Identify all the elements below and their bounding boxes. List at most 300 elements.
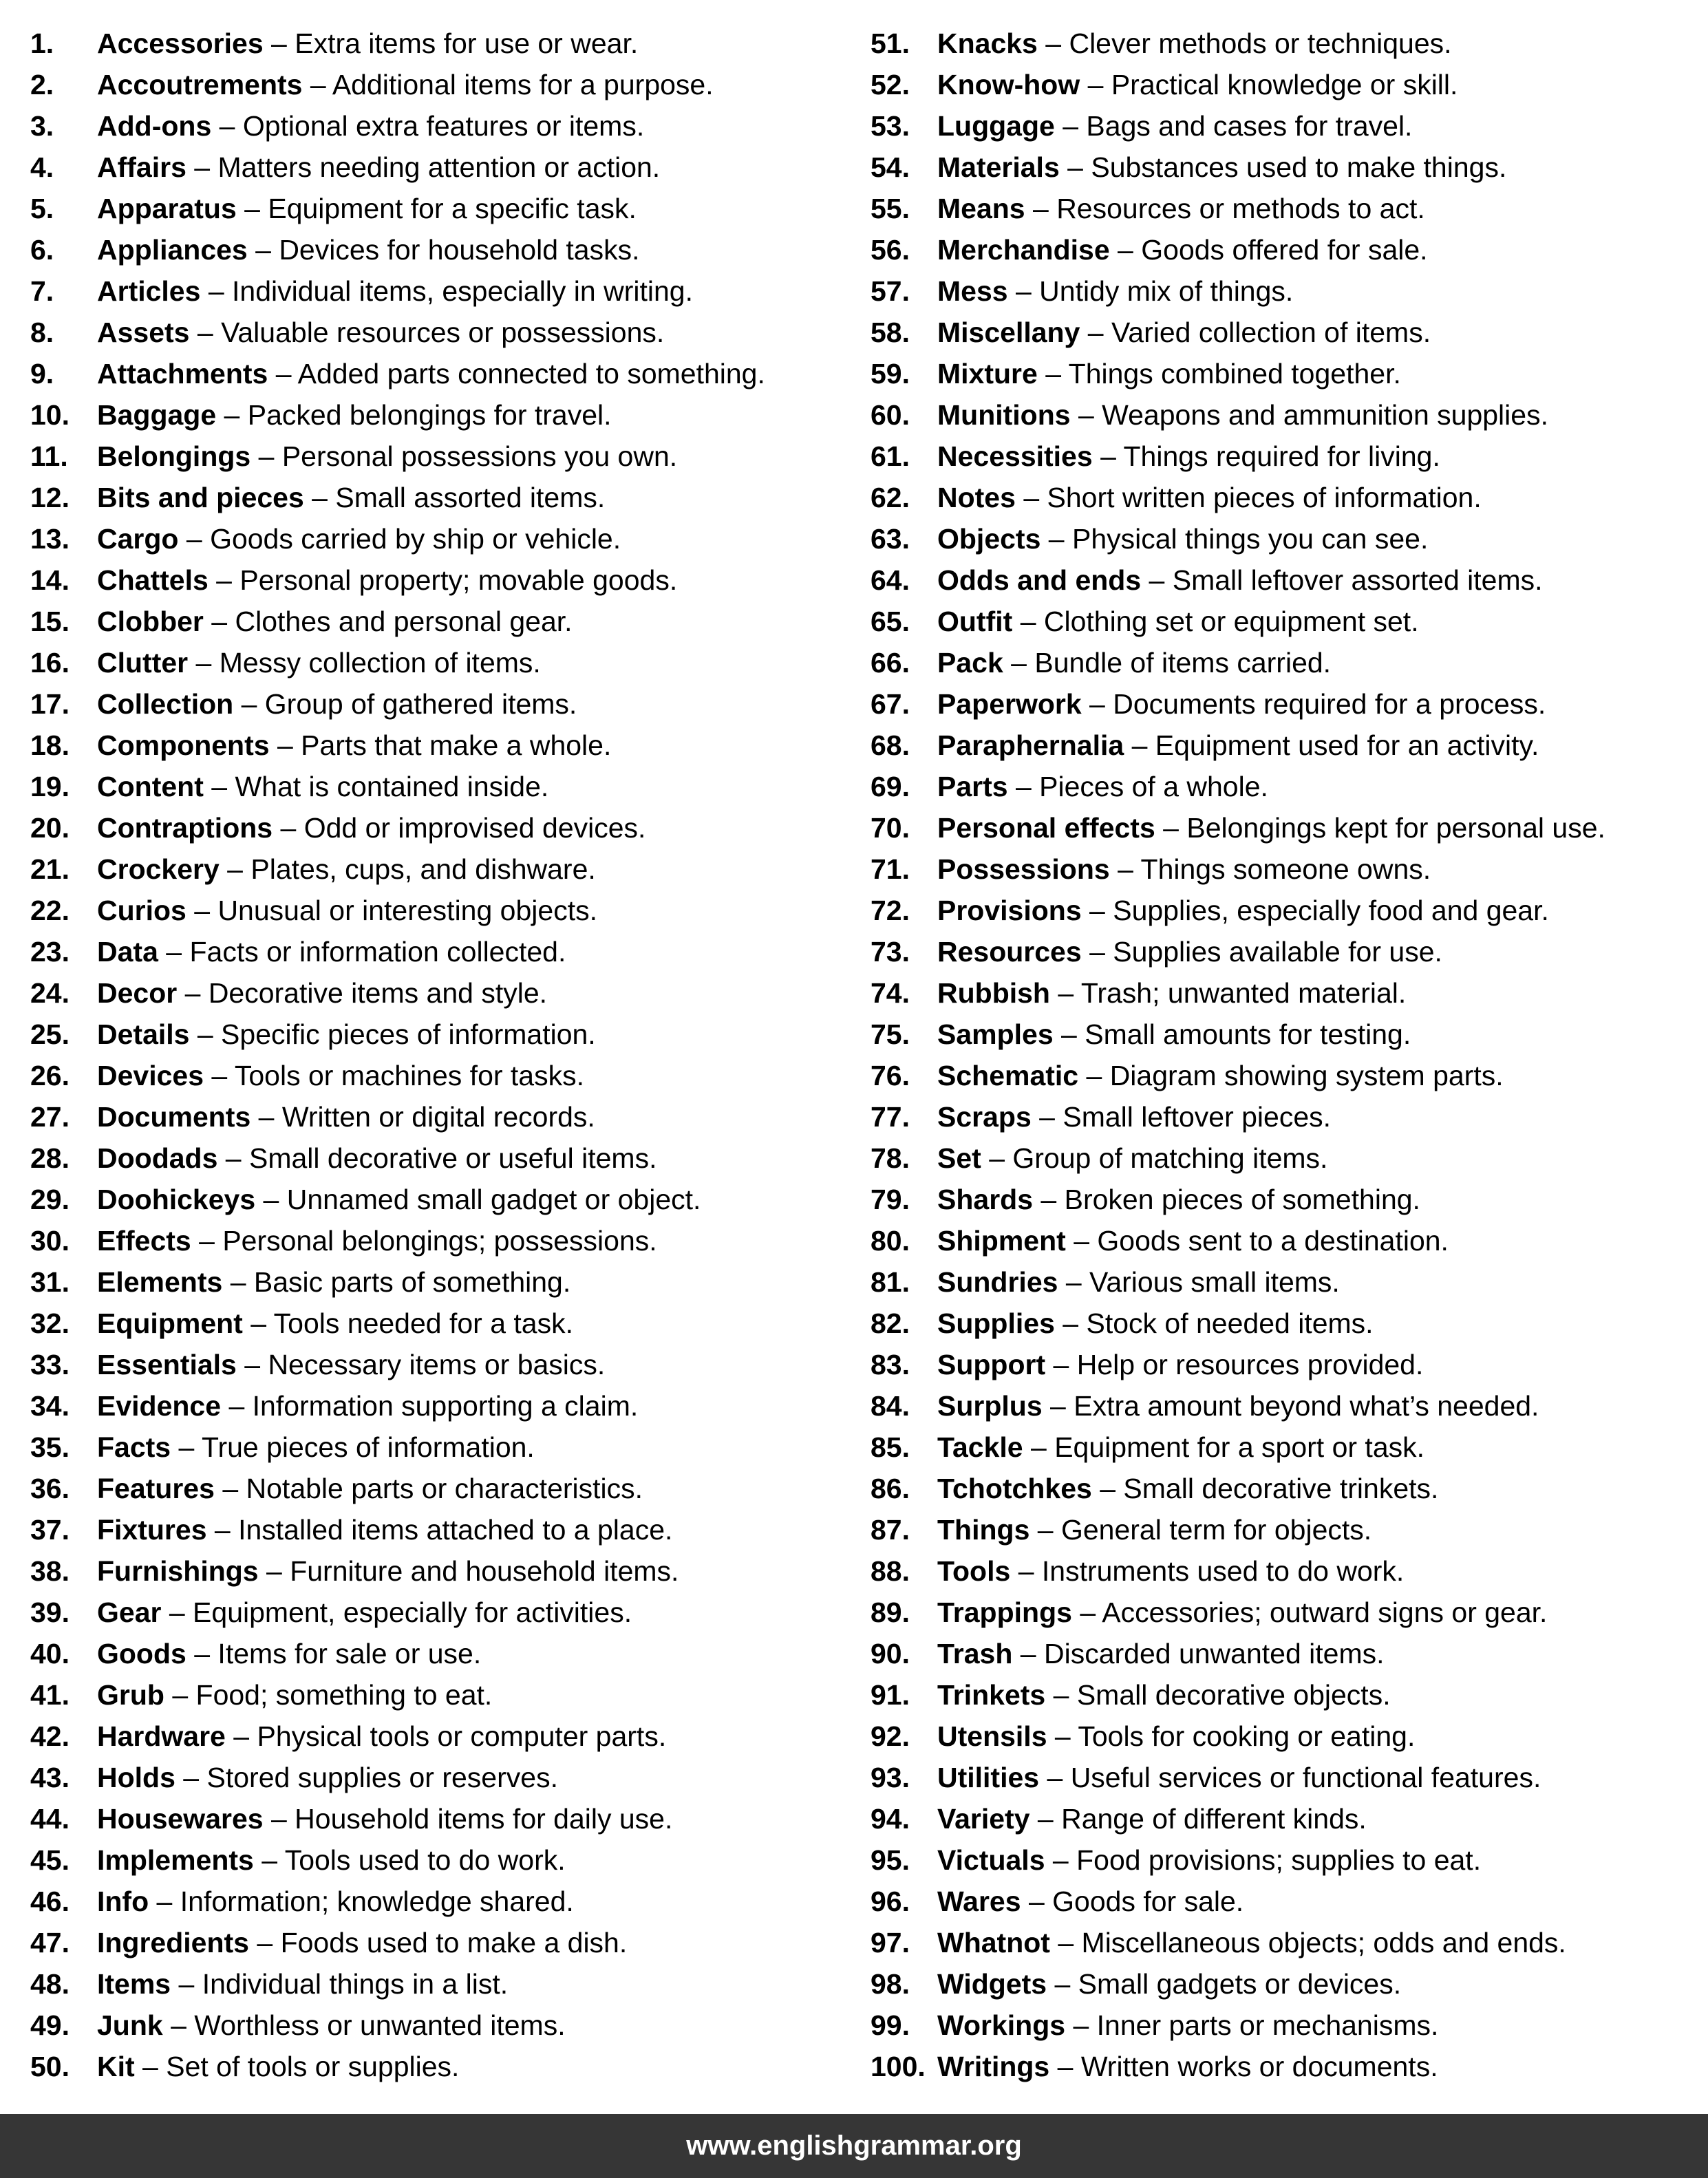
item-definition: Extra items for use or wear.: [295, 28, 639, 59]
item-number: 56.: [871, 234, 910, 266]
item-term: Features: [97, 1473, 215, 1504]
list-item: [30, 931, 842, 972]
item-number: 100.: [871, 2051, 926, 2082]
item-definition: Written works or documents.: [1080, 2051, 1438, 2082]
item-separator: –: [203, 771, 235, 802]
list-item: [871, 1344, 1696, 1385]
item-definition: Clothes and personal gear.: [235, 606, 573, 637]
item-separator: –: [214, 1473, 246, 1504]
item-text: [937, 1427, 1424, 1468]
item-term: Crockery: [97, 853, 220, 885]
item-text: [937, 1881, 1243, 1922]
item-definition: Small decorative objects.: [1076, 1679, 1391, 1711]
item-separator: –: [1031, 1101, 1063, 1133]
item-text: [937, 1220, 1449, 1261]
item-text: [97, 683, 577, 725]
item-number: 43.: [30, 1762, 70, 1793]
item-term: Provisions: [937, 895, 1082, 926]
list-item: [871, 725, 1696, 766]
list-item: [871, 188, 1696, 229]
item-text: [97, 1592, 632, 1633]
list-item: [871, 270, 1696, 312]
item-term: Whatnot: [937, 1927, 1050, 1958]
item-number: 58.: [871, 317, 910, 348]
list-item: [30, 1881, 842, 1922]
item-number: 62.: [871, 482, 910, 513]
item-text: [97, 1179, 701, 1220]
item-number: 71.: [871, 853, 910, 885]
item-definition: Stock of needed items.: [1086, 1307, 1374, 1339]
item-term: Miscellany: [937, 317, 1080, 348]
item-definition: Supplies, especially food and gear.: [1113, 895, 1549, 926]
item-term: Assets: [97, 317, 190, 348]
item-separator: –: [1012, 606, 1044, 637]
item-definition: Information; knowledge shared.: [180, 1886, 574, 1917]
item-number: 57.: [871, 275, 910, 307]
item-text: [937, 1757, 1541, 1798]
item-definition: Help or resources provided.: [1076, 1349, 1424, 1380]
item-text: [97, 1138, 656, 1179]
item-text: [937, 931, 1442, 972]
item-definition: Trash; unwanted material.: [1080, 977, 1407, 1009]
list-item: [871, 1427, 1696, 1468]
item-text: [97, 229, 639, 270]
item-term: Clutter: [97, 647, 189, 679]
item-number: 3.: [30, 110, 54, 142]
item-term: Attachments: [97, 358, 268, 389]
item-text: [97, 1716, 666, 1757]
item-separator: –: [177, 977, 209, 1009]
item-separator: –: [1047, 1968, 1078, 2000]
item-number: 65.: [871, 606, 910, 637]
list-item: [871, 2046, 1696, 2087]
item-term: Info: [97, 1886, 149, 1917]
item-number: 17.: [30, 688, 70, 720]
item-number: 50.: [30, 2051, 70, 2082]
item-term: Collection: [97, 688, 234, 720]
item-definition: Optional extra features or items.: [242, 110, 645, 142]
item-separator: –: [236, 1349, 268, 1380]
item-text: [97, 1468, 643, 1509]
list-item: [871, 477, 1696, 518]
item-text: [937, 1385, 1539, 1427]
list-item: [30, 1592, 842, 1633]
item-number: 5.: [30, 193, 54, 224]
item-separator: –: [1155, 812, 1187, 844]
list-item: [30, 1757, 842, 1798]
item-text: [97, 147, 660, 188]
item-term: Samples: [937, 1018, 1054, 1050]
item-definition: Devices for household tasks.: [279, 234, 640, 266]
item-number: 89.: [871, 1597, 910, 1628]
item-separator: –: [236, 193, 268, 224]
item-text: [97, 972, 547, 1014]
item-term: Widgets: [937, 1968, 1047, 2000]
item-number: 27.: [30, 1101, 70, 1133]
list-item: [30, 1138, 842, 1179]
list-item: [871, 766, 1696, 807]
item-text: [937, 890, 1549, 931]
item-text: [937, 601, 1419, 642]
item-number: 73.: [871, 936, 910, 968]
item-term: Components: [97, 729, 270, 761]
item-definition: Short written pieces of information.: [1047, 482, 1482, 513]
list-item: [30, 23, 842, 64]
item-separator: –: [1037, 28, 1069, 59]
item-definition: Goods sent to a destination.: [1097, 1225, 1449, 1257]
item-text: [937, 1179, 1420, 1220]
list-item: [871, 1550, 1696, 1592]
item-text: [97, 1385, 638, 1427]
item-separator: –: [162, 2009, 195, 2041]
item-text: [937, 394, 1548, 436]
item-text: [97, 1757, 558, 1798]
item-definition: Documents required for a process.: [1113, 688, 1546, 720]
item-text: [97, 601, 573, 642]
item-text: [97, 1509, 672, 1550]
item-text: [937, 105, 1412, 147]
item-term: Trappings: [937, 1597, 1072, 1628]
item-separator: –: [1045, 1349, 1077, 1380]
item-term: Variety: [937, 1803, 1030, 1835]
item-term: Content: [97, 771, 204, 802]
item-separator: –: [171, 1968, 202, 2000]
item-text: [97, 1963, 508, 2005]
list-item: [30, 1550, 842, 1592]
list-item: [871, 1839, 1696, 1881]
list-item: [871, 1261, 1696, 1303]
item-separator: –: [1029, 1514, 1061, 1546]
item-definition: Group of matching items.: [1012, 1142, 1328, 1174]
item-definition: Small assorted items.: [335, 482, 606, 513]
item-number: 61.: [871, 440, 910, 472]
word-list-left-column: [30, 23, 842, 2087]
item-text: [937, 477, 1482, 518]
item-separator: –: [216, 399, 248, 431]
item-number: 66.: [871, 647, 910, 679]
item-term: Resources: [937, 936, 1082, 968]
list-item: [30, 1344, 842, 1385]
item-term: Tackle: [937, 1431, 1023, 1463]
item-definition: Set of tools or supplies.: [166, 2051, 460, 2082]
item-number: 20.: [30, 812, 70, 844]
item-definition: Small amounts for testing.: [1085, 1018, 1411, 1050]
item-number: 90.: [871, 1638, 910, 1669]
item-term: Implements: [97, 1844, 254, 1876]
list-item: [30, 1963, 842, 2005]
item-separator: –: [1070, 399, 1102, 431]
list-item: [30, 1633, 842, 1674]
item-number: 6.: [30, 234, 54, 266]
list-item: [871, 1716, 1696, 1757]
item-text: [937, 807, 1605, 848]
item-term: Mixture: [937, 358, 1038, 389]
item-text: [937, 1550, 1404, 1592]
item-number: 78.: [871, 1142, 910, 1174]
item-separator: –: [1047, 1720, 1078, 1752]
item-definition: Inner parts or mechanisms.: [1096, 2009, 1439, 2041]
item-term: Means: [937, 193, 1025, 224]
item-separator: –: [1049, 1927, 1082, 1958]
item-number: 36.: [30, 1473, 70, 1504]
item-separator: –: [258, 1555, 290, 1587]
item-separator: –: [1124, 729, 1155, 761]
item-separator: –: [250, 440, 282, 472]
item-separator: –: [204, 1060, 235, 1091]
item-separator: –: [191, 1225, 223, 1257]
item-number: 23.: [30, 936, 70, 968]
item-separator: –: [164, 1679, 196, 1711]
item-separator: –: [1065, 2009, 1097, 2041]
item-separator: –: [253, 1844, 285, 1876]
item-number: 25.: [30, 1018, 70, 1050]
list-item: [871, 848, 1696, 890]
list-item: [30, 270, 842, 312]
list-item: [871, 890, 1696, 931]
item-number: 39.: [30, 1597, 70, 1628]
item-term: Documents: [97, 1101, 251, 1133]
item-separator: –: [206, 1514, 239, 1546]
item-term: Know-how: [937, 69, 1080, 100]
item-term: Things: [937, 1514, 1030, 1546]
item-number: 99.: [871, 2009, 910, 2041]
item-term: Rubbish: [937, 977, 1050, 1009]
item-separator: –: [1012, 1638, 1044, 1669]
item-number: 10.: [30, 399, 70, 431]
item-number: 28.: [30, 1142, 70, 1174]
list-item: [30, 1839, 842, 1881]
item-separator: –: [1025, 193, 1057, 224]
item-text: [937, 64, 1458, 105]
item-text: [97, 353, 765, 394]
item-definition: Specific pieces of information.: [221, 1018, 596, 1050]
list-item: [871, 2005, 1696, 2046]
list-item: [871, 683, 1696, 725]
item-term: Accoutrements: [97, 69, 303, 100]
item-separator: –: [1109, 853, 1141, 885]
item-term: Munitions: [937, 399, 1071, 431]
item-term: Paperwork: [937, 688, 1082, 720]
item-text: [937, 1344, 1423, 1385]
item-term: Effects: [97, 1225, 191, 1257]
list-item: [30, 807, 842, 848]
item-term: Grub: [97, 1679, 164, 1711]
item-number: 81.: [871, 1266, 910, 1298]
item-definition: Practical knowledge or skill.: [1111, 69, 1458, 100]
item-separator: –: [1045, 1844, 1077, 1876]
list-item: [871, 23, 1696, 64]
item-term: Housewares: [97, 1803, 264, 1835]
item-number: 7.: [30, 275, 54, 307]
item-separator: –: [1033, 1184, 1065, 1215]
item-number: 11.: [30, 440, 68, 472]
item-definition: Decorative items and style.: [208, 977, 548, 1009]
list-item: [871, 394, 1696, 436]
list-item: [30, 147, 842, 188]
item-term: Sundries: [937, 1266, 1058, 1298]
item-number: 46.: [30, 1886, 70, 1917]
item-text: [937, 229, 1428, 270]
item-term: Utensils: [937, 1720, 1047, 1752]
item-term: Curios: [97, 895, 186, 926]
item-text: [937, 1303, 1374, 1344]
list-item: [871, 642, 1696, 683]
item-term: Victuals: [937, 1844, 1045, 1876]
item-term: Tchotchkes: [937, 1473, 1092, 1504]
item-separator: –: [1065, 1225, 1098, 1257]
item-text: [97, 23, 638, 64]
list-item: [30, 890, 842, 931]
item-term: Items: [97, 1968, 171, 2000]
item-text: [97, 2005, 566, 2046]
item-term: Hardware: [97, 1720, 226, 1752]
list-item: [871, 1881, 1696, 1922]
list-item: [30, 1220, 842, 1261]
item-separator: –: [203, 606, 235, 637]
list-item: [871, 518, 1696, 559]
item-definition: Equipment for a sport or task.: [1054, 1431, 1425, 1463]
item-number: 13.: [30, 523, 70, 555]
item-text: [97, 436, 677, 477]
item-number: 94.: [871, 1803, 910, 1835]
item-number: 60.: [871, 399, 910, 431]
item-text: [937, 1468, 1438, 1509]
item-definition: Varied collection of items.: [1111, 317, 1431, 348]
item-text: [937, 1592, 1547, 1633]
list-item: [871, 1220, 1696, 1261]
item-text: [97, 312, 664, 353]
item-number: 51.: [871, 28, 910, 59]
list-item: [30, 64, 842, 105]
item-definition: Bags and cases for travel.: [1086, 110, 1413, 142]
item-text: [97, 1220, 657, 1261]
list-item: [30, 518, 842, 559]
item-number: 74.: [871, 977, 910, 1009]
item-term: Scraps: [937, 1101, 1032, 1133]
item-number: 77.: [871, 1101, 910, 1133]
item-separator: –: [268, 358, 298, 389]
item-number: 88.: [871, 1555, 910, 1587]
item-definition: Things required for living.: [1123, 440, 1440, 472]
item-separator: –: [186, 151, 218, 183]
item-term: Mess: [937, 275, 1008, 307]
list-item: [871, 807, 1696, 848]
item-text: [97, 2046, 459, 2087]
item-text: [97, 559, 677, 601]
item-number: 52.: [871, 69, 910, 100]
item-number: 75.: [871, 1018, 910, 1050]
item-number: 85.: [871, 1431, 910, 1463]
list-item: [871, 436, 1696, 477]
item-definition: Food provisions; supplies to eat.: [1076, 1844, 1482, 1876]
item-definition: Weapons and ammunition supplies.: [1102, 399, 1548, 431]
item-separator: –: [1059, 151, 1091, 183]
item-term: Holds: [97, 1762, 175, 1793]
item-definition: Various small items.: [1089, 1266, 1340, 1298]
list-item: [30, 105, 842, 147]
item-separator: –: [981, 1142, 1013, 1174]
item-number: 2.: [30, 69, 54, 100]
item-text: [937, 23, 1452, 64]
item-definition: Small decorative trinkets.: [1123, 1473, 1439, 1504]
list-item: [30, 1179, 842, 1220]
item-term: Trash: [937, 1638, 1013, 1669]
item-term: Affairs: [97, 151, 186, 183]
item-number: 68.: [871, 729, 910, 761]
item-separator: –: [1071, 1597, 1102, 1628]
item-term: Decor: [97, 977, 178, 1009]
item-number: 31.: [30, 1266, 70, 1298]
item-separator: –: [188, 647, 220, 679]
item-text: [97, 890, 597, 931]
list-item: [871, 1674, 1696, 1716]
item-separator: –: [1010, 1555, 1042, 1587]
item-text: [97, 1839, 566, 1881]
item-separator: –: [302, 69, 332, 100]
list-item: [30, 353, 842, 394]
item-separator: –: [1080, 69, 1111, 100]
item-text: [97, 105, 644, 147]
item-separator: –: [175, 1762, 207, 1793]
item-definition: Unusual or interesting objects.: [217, 895, 597, 926]
item-separator: –: [222, 1266, 254, 1298]
item-definition: Clothing set or equipment set.: [1043, 606, 1419, 637]
item-term: Articles: [97, 275, 201, 307]
item-definition: Group of gathered items.: [264, 688, 577, 720]
item-separator: –: [248, 1927, 281, 1958]
list-item: [871, 229, 1696, 270]
item-number: 44.: [30, 1803, 70, 1835]
item-separator: –: [211, 110, 243, 142]
item-definition: Things combined together.: [1068, 358, 1401, 389]
item-definition: Unnamed small gadget or object.: [286, 1184, 701, 1215]
item-definition: Goods for sale.: [1052, 1886, 1244, 1917]
item-text: [937, 1633, 1385, 1674]
item-term: Furnishings: [97, 1555, 259, 1587]
item-term: Notes: [937, 482, 1016, 513]
item-text: [937, 1014, 1411, 1055]
item-separator: –: [200, 275, 233, 307]
item-number: 22.: [30, 895, 70, 926]
item-text: [937, 518, 1428, 559]
item-text: [97, 1344, 605, 1385]
item-definition: Physical things you can see.: [1071, 523, 1429, 555]
item-number: 72.: [871, 895, 910, 926]
item-separator: –: [189, 1018, 222, 1050]
item-definition: General term for objects.: [1060, 1514, 1372, 1546]
item-text: [97, 725, 611, 766]
item-separator: –: [255, 1184, 287, 1215]
item-definition: Belongings kept for personal use.: [1186, 812, 1605, 844]
item-number: 33.: [30, 1349, 70, 1380]
list-item: [30, 477, 842, 518]
item-separator: –: [263, 28, 295, 59]
list-item: [871, 1798, 1696, 1839]
item-term: Set: [937, 1142, 981, 1174]
list-item: [30, 1055, 842, 1096]
item-text: [97, 518, 621, 559]
item-term: Surplus: [937, 1390, 1043, 1422]
item-term: Objects: [937, 523, 1041, 555]
item-number: 34.: [30, 1390, 70, 1422]
item-number: 21.: [30, 853, 70, 885]
item-term: Merchandise: [937, 234, 1110, 266]
item-number: 4.: [30, 151, 54, 183]
item-text: [97, 1550, 679, 1592]
item-number: 91.: [871, 1679, 910, 1711]
list-item: [871, 353, 1696, 394]
item-number: 12.: [30, 482, 70, 513]
